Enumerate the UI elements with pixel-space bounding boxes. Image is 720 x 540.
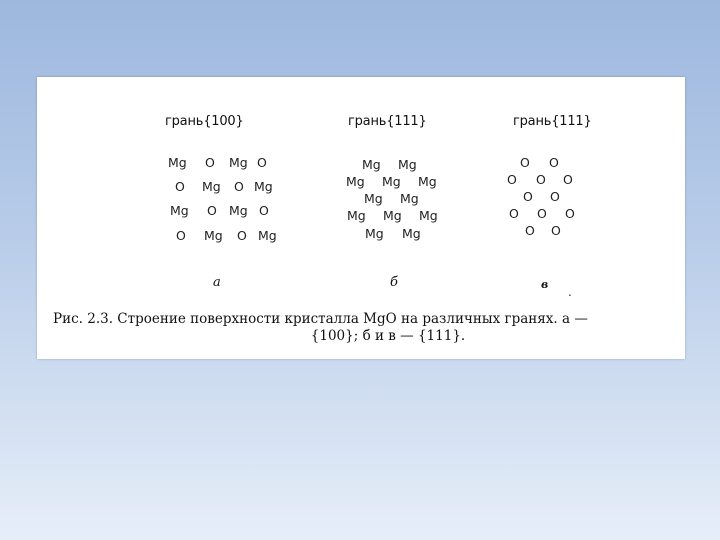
atom: Mg (382, 174, 401, 189)
atom: Mg (364, 191, 383, 206)
facet-title-111-mg: грань{111} (348, 114, 427, 129)
panel-letter-v: в (541, 278, 549, 291)
atom: Mg (170, 203, 189, 218)
atom: O (549, 155, 559, 170)
stray-dot: . (568, 285, 572, 299)
atom: O (507, 172, 517, 187)
atom: O (523, 189, 533, 204)
figure-caption (53, 311, 683, 345)
atom: Mg (418, 174, 437, 189)
atom: Mg (258, 228, 277, 243)
atom: O (175, 179, 185, 194)
panel-letter-a: а (213, 275, 221, 290)
atom: O (565, 206, 575, 221)
atom: Mg (346, 174, 365, 189)
atom: O (176, 228, 186, 243)
atom: O (536, 172, 546, 187)
atom: O (563, 172, 573, 187)
atom: O (520, 155, 530, 170)
caption-line-2: {100}; б и в — {111}. (310, 328, 466, 344)
atom: O (537, 206, 547, 221)
atom: O (234, 179, 244, 194)
atom: Mg (168, 155, 187, 170)
atom: Mg (347, 208, 366, 223)
atom: O (509, 206, 519, 221)
atom: Mg (202, 179, 221, 194)
atom: O (259, 203, 269, 218)
atom: O (551, 223, 561, 238)
atom: Mg (402, 226, 421, 241)
atom: Mg (204, 228, 223, 243)
atom: Mg (229, 203, 248, 218)
atom: Mg (229, 155, 248, 170)
facet-title-100: грань{100} (165, 114, 244, 129)
atom: Mg (400, 191, 419, 206)
atom: O (550, 189, 560, 204)
atom: Mg (419, 208, 438, 223)
atom: O (205, 155, 215, 170)
atom: O (237, 228, 247, 243)
atom: O (207, 203, 217, 218)
atom: Mg (398, 157, 417, 172)
atom: Mg (254, 179, 273, 194)
figure-sheet (37, 77, 685, 359)
panel-letter-b: б (390, 275, 398, 290)
caption-line-1: Рис. 2.3. Строение поверхности кристалла MgO на различных гранях. а — (53, 311, 588, 327)
atom: O (525, 223, 535, 238)
atom: Mg (365, 226, 384, 241)
atom: Mg (362, 157, 381, 172)
atom: O (257, 155, 267, 170)
atom: Mg (383, 208, 402, 223)
facet-title-111-o: грань{111} (513, 114, 592, 129)
